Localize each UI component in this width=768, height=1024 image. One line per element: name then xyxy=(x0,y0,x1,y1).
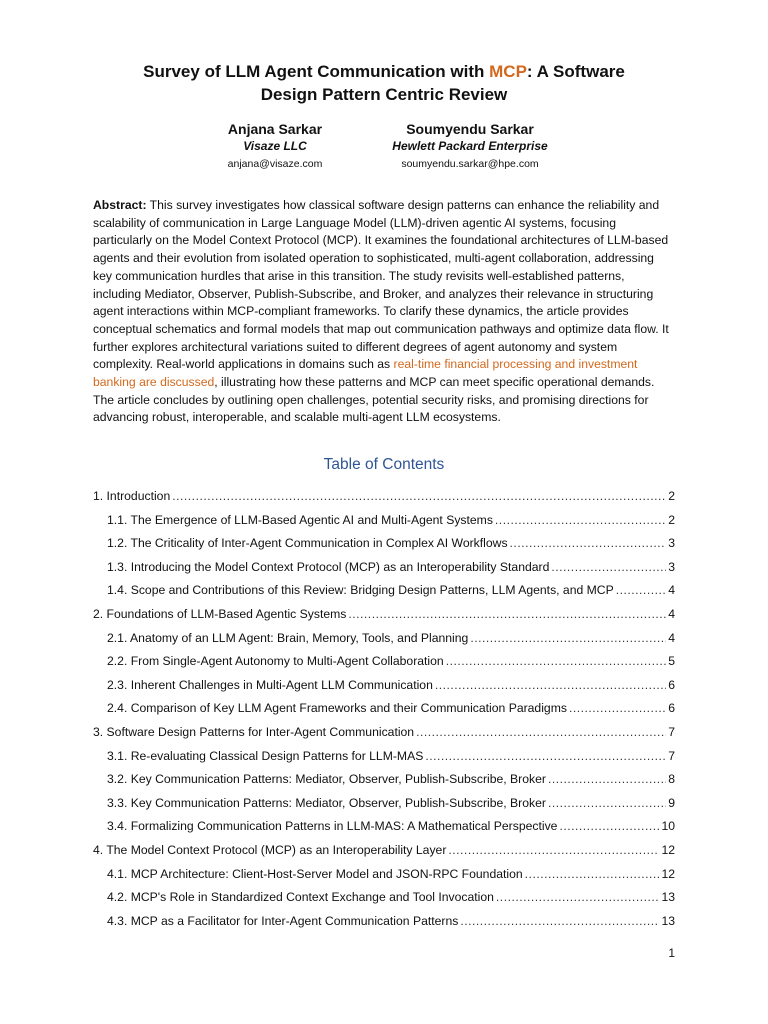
toc-entry[interactable] xyxy=(93,485,675,509)
toc-entry-page: 4 xyxy=(668,606,675,621)
toc-entry-label: 3.4. Formalizing Communication Patterns in LLM-MAS: A Mathematical Perspective xyxy=(107,819,558,834)
toc-leader-dots xyxy=(548,768,666,792)
toc-leader-dots xyxy=(446,650,667,674)
toc-leader-dots xyxy=(448,839,659,863)
toc-entry-page: 12 xyxy=(661,842,675,857)
toc-entry-label: 3.1. Re-evaluating Classical Design Patterns for LLM-MAS xyxy=(107,748,424,763)
toc-entry-label: 4. The Model Context Protocol (MCP) as an Interoperability Layer xyxy=(93,842,447,857)
toc-entry-label: 1.4. Scope and Contributions of this Review: Bridging Design Patterns, LLM Agents, and MCP xyxy=(107,583,614,598)
toc-leader-dots xyxy=(172,485,666,509)
toc-entry[interactable] xyxy=(93,745,675,769)
abstract-text-before: This survey investigates how classical software design patterns can enhance the reliability and scalability of communication in Large Language Model (LLM)-driven agentic AI systems, focusing particularly on the Model Context Protocol (MCP). It examines the foundational architectures of LLM-based agents and their evolution from isolated operation to sophisticated, multi-agent collaboration, addressing key communication hurdles that arise in this transition. The study revisits well-established patterns, including Mediator, Observer, Publish-Subscribe, and Broker, and analyzes their relevance in structuring agent interactions within MCP-compliant frameworks. To clarify these dynamics, the article provides conceptual schematics and formal models that map out communication pathways and optimize data flow. It further explores architectural variations suited to different degrees of agent autonomy and system complexity. Real-world applications in domains such as xyxy=(93,198,669,372)
author-2 xyxy=(372,120,568,173)
author-email[interactable]: soumyendu.sarkar@hpe.com xyxy=(401,158,539,170)
toc-leader-dots xyxy=(551,556,666,580)
toc-entry-label: 1.1. The Emergence of LLM-Based Agentic AI and Multi-Agent Systems xyxy=(107,512,493,527)
toc-entry[interactable] xyxy=(93,532,675,556)
toc-entry-page: 9 xyxy=(668,795,675,810)
author-affiliation: Hewlett Packard Enterprise xyxy=(392,139,548,153)
toc-entry-page: 6 xyxy=(668,677,675,692)
toc-entry[interactable] xyxy=(93,815,675,839)
toc-entry-page: 12 xyxy=(661,866,675,881)
toc-entry-label: 1. Introduction xyxy=(93,489,171,503)
toc-entry-page: 7 xyxy=(668,748,675,763)
toc-entry-label: 4.2. MCP's Role in Standardized Context Exchange and Tool Invocation xyxy=(107,890,494,905)
abstract-text-after: , illustrating how these patterns and MCP can meet specific operational demands. The article concludes by outlining open challenges, potential security risks, and promising directions for advancing robust, interoperable, and scalable multi-agent LLM ecosystems. xyxy=(93,375,655,425)
toc-entry-page: 2 xyxy=(668,489,675,503)
title-line2: Design Pattern Centric Review xyxy=(260,85,508,104)
toc-entry[interactable] xyxy=(93,863,675,887)
toc-entry[interactable] xyxy=(93,509,675,533)
toc-entry-page: 13 xyxy=(661,913,675,928)
toc-entry-label: 3.3. Key Communication Patterns: Mediator, Observer, Publish-Subscribe, Broker xyxy=(107,795,546,810)
toc-entry[interactable] xyxy=(93,792,675,816)
toc-leader-dots xyxy=(510,532,667,556)
toc-entry-label: 1.2. The Criticality of Inter-Agent Communication in Complex AI Workflows xyxy=(107,536,508,551)
toc-leader-dots xyxy=(416,721,666,745)
toc-entry-label: 2.1. Anatomy of an LLM Agent: Brain, Memory, Tools, and Planning xyxy=(107,630,469,645)
toc-leader-dots xyxy=(425,745,666,769)
toc-entry-label: 2.4. Comparison of Key LLM Agent Frameworks and their Communication Paradigms xyxy=(107,701,567,716)
author-email[interactable]: anjana@visaze.com xyxy=(227,158,323,170)
toc-entry-label: 3.2. Key Communication Patterns: Mediator, Observer, Publish-Subscribe, Broker xyxy=(107,772,546,787)
toc-leader-dots xyxy=(460,910,659,934)
toc-entry-page: 4 xyxy=(668,630,675,645)
toc-leader-dots xyxy=(470,627,666,651)
toc-entry[interactable] xyxy=(93,768,675,792)
toc-entry[interactable] xyxy=(93,910,675,934)
toc-leader-dots xyxy=(495,509,666,533)
author-name: Anjana Sarkar xyxy=(227,121,323,137)
paper-title xyxy=(60,60,708,106)
toc-leader-dots xyxy=(496,886,660,910)
table-of-contents xyxy=(93,485,675,933)
toc-leader-dots xyxy=(525,863,660,887)
abstract-label: Abstract: xyxy=(93,198,147,212)
toc-entry-page: 5 xyxy=(668,654,675,669)
toc-entry[interactable] xyxy=(93,556,675,580)
toc-entry[interactable] xyxy=(93,674,675,698)
toc-leader-dots xyxy=(616,579,666,603)
toc-heading: Table of Contents xyxy=(323,456,445,473)
toc-entry-label: 2. Foundations of LLM-Based Agentic Systems xyxy=(93,606,347,621)
toc-entry-page: 3 xyxy=(668,559,675,574)
toc-entry[interactable] xyxy=(93,697,675,721)
toc-entry-page: 3 xyxy=(668,536,675,551)
toc-entry-page: 8 xyxy=(668,772,675,787)
toc-entry[interactable] xyxy=(93,721,675,745)
toc-leader-dots xyxy=(548,792,666,816)
toc-entry-page: 13 xyxy=(661,890,675,905)
toc-entry[interactable] xyxy=(93,886,675,910)
toc-entry[interactable] xyxy=(93,603,675,627)
toc-entry-page: 10 xyxy=(661,819,675,834)
toc-leader-dots xyxy=(569,697,666,721)
toc-entry-page: 4 xyxy=(668,583,675,598)
author-affiliation: Visaze LLC xyxy=(243,139,307,153)
toc-entry-label: 4.3. MCP as a Facilitator for Inter-Agent Communication Patterns xyxy=(107,913,459,928)
toc-entry[interactable] xyxy=(93,650,675,674)
toc-entry-page: 6 xyxy=(668,701,675,716)
toc-leader-dots xyxy=(435,674,666,698)
toc-entry-page: 2 xyxy=(668,512,675,527)
toc-entry[interactable] xyxy=(93,579,675,603)
toc-entry-page: 7 xyxy=(668,724,675,739)
toc-entry-label: 1.3. Introducing the Model Context Protocol (MCP) as an Interoperability Standard xyxy=(107,559,550,574)
title-part1: Survey of LLM Agent Communication with xyxy=(143,62,490,81)
title-part2: : A Software xyxy=(526,62,625,81)
toc-entry[interactable] xyxy=(93,839,675,863)
toc-entry[interactable] xyxy=(93,627,675,651)
toc-entry-label: 4.1. MCP Architecture: Client-Host-Server Model and JSON-RPC Foundation xyxy=(107,866,523,881)
toc-leader-dots xyxy=(559,815,659,839)
toc-leader-dots xyxy=(348,603,666,627)
author-name: Soumyendu Sarkar xyxy=(406,121,534,137)
page-number: 1 xyxy=(668,946,675,960)
author-1 xyxy=(200,120,350,173)
toc-entry-label: 2.2. From Single-Agent Autonomy to Multi-Agent Collaboration xyxy=(107,654,444,669)
toc-entry-label: 3. Software Design Patterns for Inter-Agent Communication xyxy=(93,724,415,739)
title-accent: MCP xyxy=(489,62,527,81)
abstract xyxy=(93,197,675,427)
toc-entry-label: 2.3. Inherent Challenges in Multi-Agent LLM Communication xyxy=(107,677,433,692)
abstract-highlight: real-time financial processing and investment banking are discussed xyxy=(93,357,638,390)
